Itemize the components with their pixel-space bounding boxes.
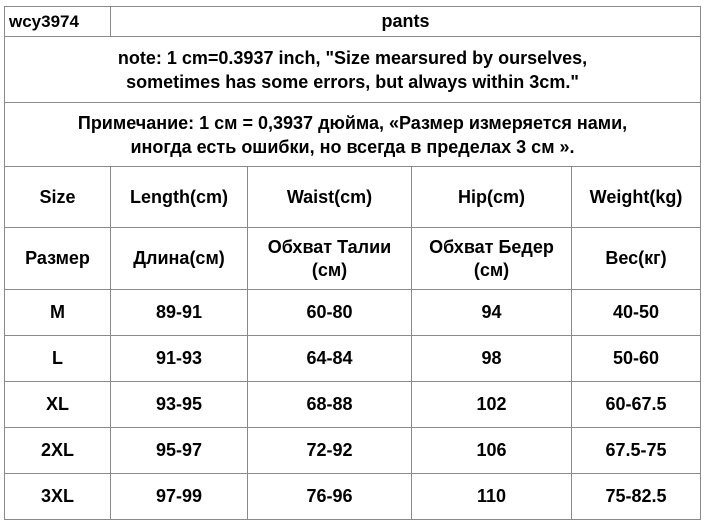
- note-ru: [5, 103, 701, 167]
- size-table: [4, 6, 701, 520]
- waist-cell: 76-96: [248, 474, 412, 520]
- product-name: pants: [111, 7, 701, 37]
- hip-cell: 94: [412, 290, 572, 336]
- note-ru-line: Примечание: 1 см = 0,3937 дюйма, «Размер измеряется нами,: [77, 112, 628, 133]
- note-ru-row: [5, 103, 701, 167]
- size-cell: XL: [5, 382, 111, 428]
- header-line: Обхват Бедер: [429, 236, 554, 257]
- header-line: Обхват Талии: [267, 236, 392, 257]
- header-row-en: [5, 167, 701, 228]
- header-line: Длина(см): [133, 248, 225, 268]
- column-header: Waist(cm): [248, 167, 412, 228]
- table-row: [5, 336, 701, 382]
- weight-cell: 75-82.5: [572, 474, 701, 520]
- size-chart: [4, 6, 700, 520]
- column-header: Weight(kg): [572, 167, 701, 228]
- note-en-line: note: 1 cm=0.3937 inch, "Size mearsured by ourselves,: [117, 47, 588, 68]
- column-header-ru: [572, 228, 701, 290]
- length-cell: 97-99: [111, 474, 248, 520]
- hip-cell: 102: [412, 382, 572, 428]
- waist-cell: 68-88: [248, 382, 412, 428]
- length-cell: 89-91: [111, 290, 248, 336]
- hip-cell: 98: [412, 336, 572, 382]
- waist-cell: 64-84: [248, 336, 412, 382]
- column-header: Size: [5, 167, 111, 228]
- size-cell: M: [5, 290, 111, 336]
- note-en-row: [5, 37, 701, 103]
- note-en-line: sometimes has some errors, but always within 3cm.": [126, 71, 579, 92]
- column-header-ru: [5, 228, 111, 290]
- column-header: Length(cm): [111, 167, 248, 228]
- table-row: [5, 474, 701, 520]
- column-header-ru: [412, 228, 572, 290]
- column-header-ru: [111, 228, 248, 290]
- weight-cell: 60-67.5: [572, 382, 701, 428]
- header-line: (см): [311, 259, 348, 280]
- length-cell: 93-95: [111, 382, 248, 428]
- product-code: wcy3974: [5, 7, 111, 37]
- header-line: Размер: [25, 248, 90, 268]
- waist-cell: 60-80: [248, 290, 412, 336]
- column-header-ru: [248, 228, 412, 290]
- size-cell: 2XL: [5, 428, 111, 474]
- hip-cell: 106: [412, 428, 572, 474]
- length-cell: 95-97: [111, 428, 248, 474]
- length-cell: 91-93: [111, 336, 248, 382]
- note-ru-line: иногда есть ошибки, но всегда в пределах 3 см ».: [130, 136, 575, 157]
- column-header: Hip(cm): [412, 167, 572, 228]
- table-row: [5, 428, 701, 474]
- header-line: (см): [473, 259, 510, 280]
- header-row-ru: [5, 228, 701, 290]
- weight-cell: 50-60: [572, 336, 701, 382]
- table-row: [5, 290, 701, 336]
- note-en: [5, 37, 701, 103]
- size-cell: L: [5, 336, 111, 382]
- weight-cell: 67.5-75: [572, 428, 701, 474]
- hip-cell: 110: [412, 474, 572, 520]
- header-line: Вес(кг): [605, 248, 667, 268]
- size-cell: 3XL: [5, 474, 111, 520]
- table-row: [5, 382, 701, 428]
- weight-cell: 40-50: [572, 290, 701, 336]
- waist-cell: 72-92: [248, 428, 412, 474]
- title-row: [5, 7, 701, 37]
